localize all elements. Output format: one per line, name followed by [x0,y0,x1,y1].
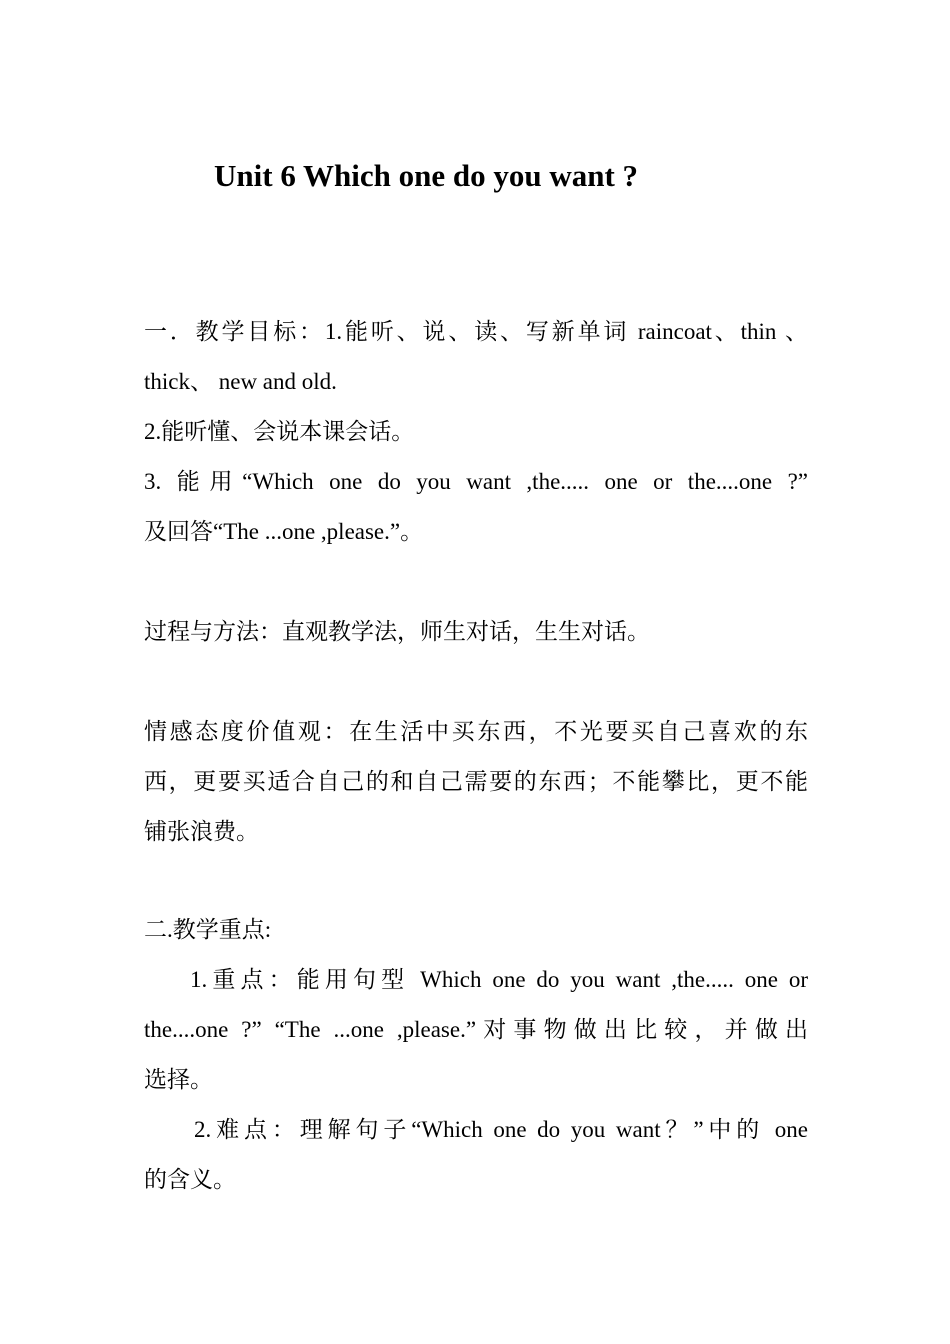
key-point-line-1: 1.重点：能用句型 Which one do you want ,the..... one or [190,967,808,992]
attitude-line-3: 铺张浪费。 [144,819,259,844]
difficulty-line-1: 2.难点：理解句子“Which one do you want？”中的 one [194,1117,808,1142]
key-point-line-2: the....one ?” “The ...one ,please.”对事物做出比较，并做出 [144,1017,808,1042]
document-title: Unit 6 Which one do you want ? [214,158,639,193]
objective-line-1: 一．教学目标：1.能听、说、读、写新单词 raincoat、thin 、 [144,319,808,344]
objective-item-3-cont: 及回答“The ...one ,please.”。 [144,519,424,544]
objective-item-2: 2.能听懂、会说本课会话。 [144,419,415,444]
attitude-line-2: 西，更要买适合自己的和自己需要的东西；不能攀比，更不能 [144,769,808,794]
objective-line-2: thick、 new and old. [144,369,337,394]
key-points-heading: 二.教学重点: [144,917,272,942]
objective-item-3: 3. 能用“Which one do you want ,the..... one or the....one ?” [144,469,808,494]
difficulty-line-2: 的含义。 [144,1167,236,1192]
key-point-line-3: 选择。 [144,1067,213,1092]
process-method-line: 过程与方法：直观教学法，师生对话，生生对话。 [144,619,650,644]
attitude-line-1: 情感态度价值观：在生活中买东西，不光要买自己喜欢的东 [144,719,808,744]
